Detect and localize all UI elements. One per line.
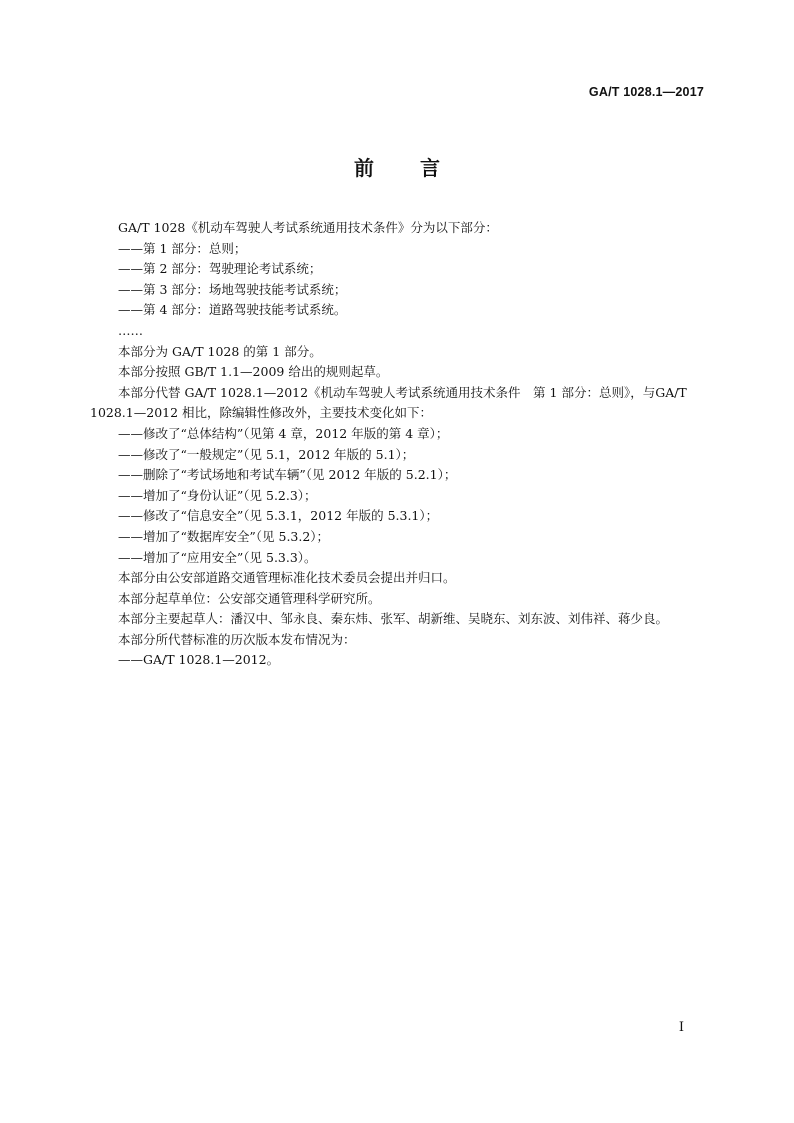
list-item-change-6: ——增加了“数据库安全”（见 5.3.2）； bbox=[118, 528, 330, 544]
list-item-history-1: ——GA/T 1028.1—2012。 bbox=[118, 652, 280, 668]
list-item-part-3: ——第 3 部分：场地驾驶技能考试系统； bbox=[118, 281, 347, 297]
list-item-change-7: ——增加了“应用安全”（见 5.3.3）。 bbox=[118, 549, 317, 565]
page-title bbox=[0, 152, 794, 181]
paragraph-replacement: 本部分代替 GA/T 1028.1—2012《机动车驾驶人考试系统通用技术条件 第 1 部分：总则》，与GA/T 1028.1—2012 相比，除编辑性修改外，主要技术变化如下： bbox=[90, 384, 687, 421]
paragraph-parts-intro: GA/T 1028《机动车驾驶人考试系统通用技术条件》分为以下部分： bbox=[118, 220, 498, 235]
list-item-part-4: ——第 4 部分：道路驾驶技能考试系统。 bbox=[118, 302, 347, 318]
title-char-2: 言 bbox=[420, 156, 440, 180]
paragraph-drafters: 本部分主要起草人：潘汉中、邹永良、秦东炜、张军、胡新维、吴晓东、刘东波、刘伟祥、蒋少良。 bbox=[118, 611, 669, 627]
list-item-change-1: ——修改了“总体结构”（见第 4 章，2012 年版的第 4 章）； bbox=[118, 425, 449, 441]
list-item-change-2: ——修改了“一般规定”（见 5.1，2012 年版的 5.1）； bbox=[118, 446, 415, 462]
list-item-change-5: ——修改了“信息安全”（见 5.3.1，2012 年版的 5.3.1）； bbox=[118, 508, 439, 524]
title-char-1: 前 bbox=[354, 156, 374, 180]
paragraph-drafting-rules: 本部分按照 GB/T 1.1—2009 给出的规则起草。 bbox=[118, 364, 389, 380]
foreword-body bbox=[90, 218, 704, 671]
paragraph-part-statement: 本部分为 GA/T 1028 的第 1 部分。 bbox=[118, 343, 322, 359]
page-number: I bbox=[678, 1020, 684, 1035]
list-item-change-3: ——删除了“考试场地和考试车辆”（见 2012 年版的 5.2.1）； bbox=[118, 467, 457, 483]
list-item-part-1: ——第 1 部分：总则； bbox=[118, 240, 247, 256]
list-item-part-2: ——第 2 部分：驾驶理论考试系统； bbox=[118, 261, 322, 277]
paragraph-history-intro: 本部分所代替标准的历次版本发布情况为： bbox=[118, 631, 356, 647]
document-number-header: GA/T 1028.1—2017 bbox=[588, 85, 704, 99]
ellipsis-line: …… bbox=[118, 322, 143, 338]
list-item-change-4: ——增加了“身份认证”（见 5.2.3）； bbox=[118, 487, 317, 503]
paragraph-proposer: 本部分由公安部道路交通管理标准化技术委员会提出并归口。 bbox=[118, 570, 456, 586]
paragraph-drafting-unit: 本部分起草单位：公安部交通管理科学研究所。 bbox=[118, 590, 381, 606]
